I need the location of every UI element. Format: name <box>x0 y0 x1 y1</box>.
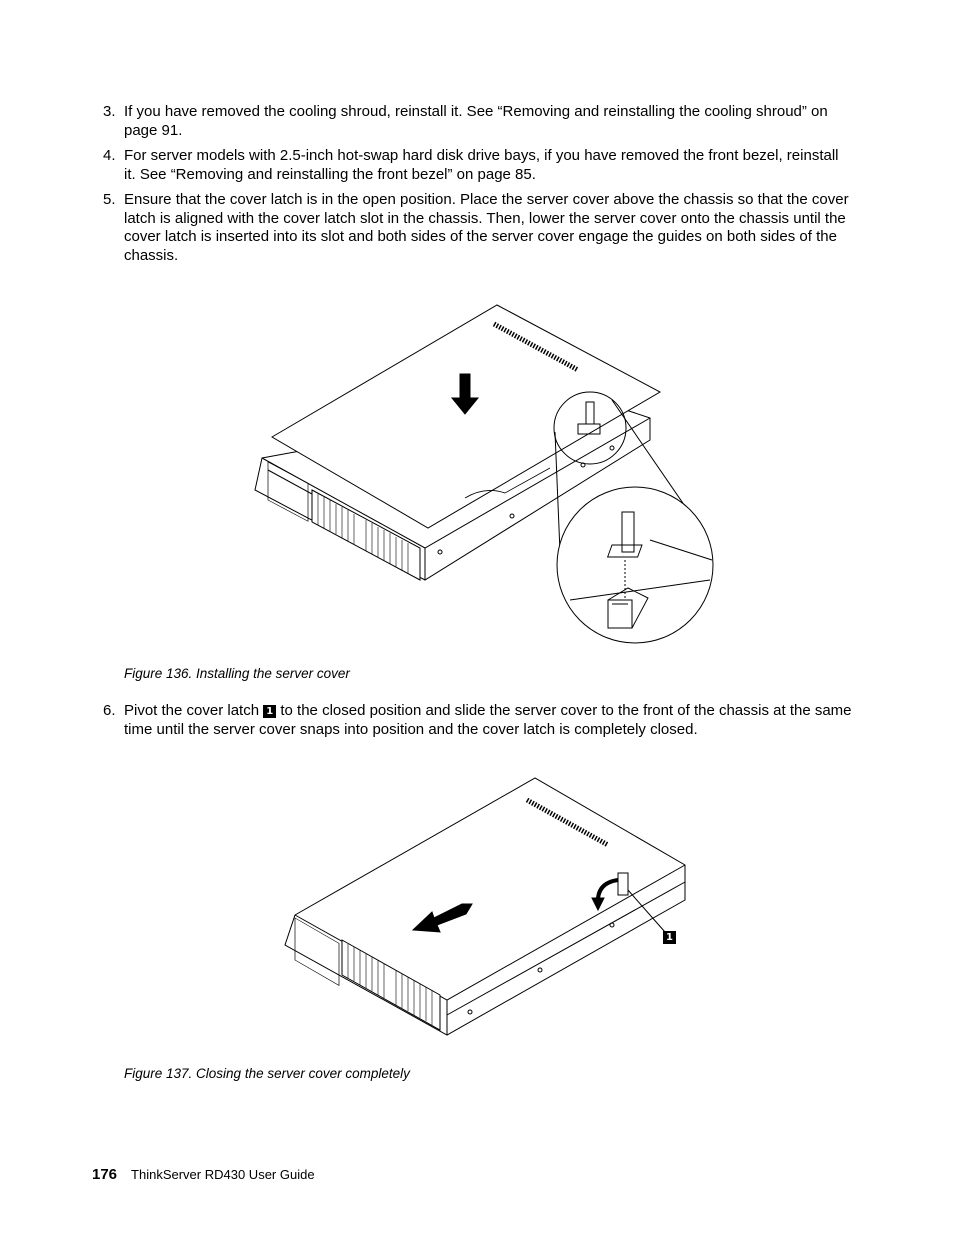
step-4 <box>103 147 853 184</box>
step-5 <box>103 191 853 265</box>
step-text <box>124 702 853 739</box>
page-number: 176 <box>92 1166 118 1183</box>
step-text: If you have removed the cooling shroud, reinstall it. See “Removing and reinstalling the cooling shroud” on page 91. <box>124 103 828 139</box>
figure-137-illustration <box>280 770 690 1040</box>
step-number: 4. <box>103 147 116 164</box>
step-6 <box>103 702 853 739</box>
step-number: 5. <box>103 191 116 208</box>
step-text-after: to the closed position and slide the server cover to the front of the chassis at the same time until the server cover snaps into position and the cover latch is completely closed. <box>124 702 852 738</box>
figure-137-callout: 1 <box>663 931 676 944</box>
step-text-before: Pivot the cover latch <box>124 702 264 719</box>
step-text: For server models with 2.5-inch hot-swap hard disk drive bays, if you have removed the front bezel, reinstall it. See “Removing and reinstalling the front bezel” on page 85. <box>124 147 839 183</box>
step-number: 3. <box>103 103 116 120</box>
step-number: 6. <box>103 702 116 719</box>
document-title: ThinkServer RD430 User Guide <box>131 1167 315 1182</box>
page-footer <box>92 1166 315 1183</box>
figure-137-caption: Figure 137. Closing the server cover completely <box>124 1066 410 1081</box>
step-text: Ensure that the cover latch is in the open position. Place the server cover above the chassis so that the cover latch is aligned with the cover latch slot in the chassis. Then, lower the server cover onto the chassis until the cover latch is inserted into its slot and both sides of the server cover engage the guides on both sides of the chassis. <box>124 191 849 264</box>
step-3 <box>103 103 853 140</box>
callout-marker: 1 <box>263 705 276 718</box>
figure-136-illustration <box>240 295 720 645</box>
figure-136-caption: Figure 136. Installing the server cover <box>124 666 350 681</box>
